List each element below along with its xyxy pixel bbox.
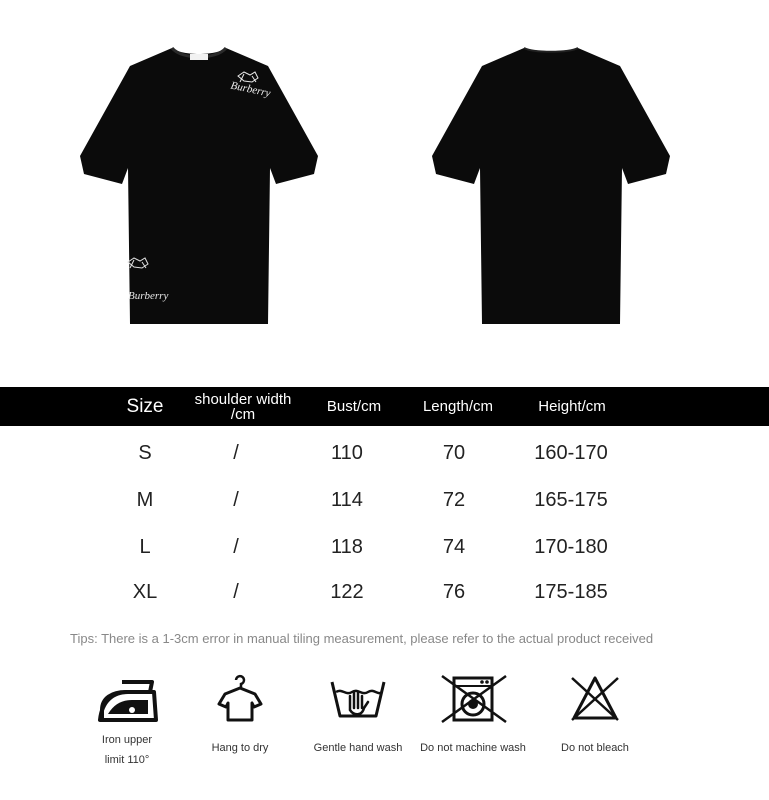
table-row xyxy=(0,532,769,562)
care-item-no-machine-wash xyxy=(412,672,534,758)
cell-size: XL xyxy=(132,580,158,603)
measurement-tips: Tips: There is a 1-3cm error in manual tiling measurement, please refer to the actual product received xyxy=(70,631,654,646)
header-height: Height/cm xyxy=(538,398,606,415)
care-item-hand-wash xyxy=(306,672,410,758)
care-label: Hang to dry xyxy=(211,742,269,754)
cell-height: 160-170 xyxy=(534,441,608,464)
brand-print-shoulder: Burberry xyxy=(229,79,272,100)
size-chart-table xyxy=(0,387,769,603)
cell-size: L xyxy=(139,535,151,558)
header-bust: Bust/cm xyxy=(326,398,382,415)
brand-print-hem: Burberry xyxy=(128,290,169,302)
tshirt-back-image xyxy=(430,44,672,329)
cell-shoulder: / xyxy=(233,441,239,464)
care-item-hang-dry xyxy=(205,672,275,758)
table-row xyxy=(0,485,769,515)
table-row xyxy=(0,438,769,468)
cell-bust: 122 xyxy=(330,580,364,603)
cell-length: 70 xyxy=(442,441,466,464)
cell-bust: 114 xyxy=(331,488,363,511)
cell-shoulder: / xyxy=(233,488,239,511)
cell-shoulder: / xyxy=(233,535,239,558)
tshirt-front-image xyxy=(78,44,320,329)
no-bleach-icon xyxy=(546,672,644,724)
hang-dry-icon xyxy=(205,672,275,724)
cell-bust: 118 xyxy=(331,535,363,558)
hand-wash-icon xyxy=(306,672,410,724)
header-shoulder-line2: /cm xyxy=(230,405,256,423)
care-item-no-bleach xyxy=(546,672,644,758)
cell-size: M xyxy=(136,488,154,511)
no-machine-wash-icon xyxy=(412,672,534,724)
header-shoulder-line1: shoulder width xyxy=(194,390,292,408)
header-length: Length/cm xyxy=(422,398,494,415)
header-shoulder xyxy=(183,387,303,426)
iron-icon xyxy=(92,672,162,724)
table-row xyxy=(0,577,769,607)
care-label: Iron upper xyxy=(101,734,153,746)
cell-length: 76 xyxy=(442,580,466,603)
cell-height: 175-185 xyxy=(534,580,608,603)
cell-length: 74 xyxy=(442,535,466,558)
care-label: Gentle hand wash xyxy=(313,742,403,754)
size-chart-header xyxy=(0,387,769,426)
cell-height: 170-180 xyxy=(534,535,608,558)
care-label: Do not bleach xyxy=(561,742,629,754)
care-label: Do not machine wash xyxy=(420,742,526,754)
cell-shoulder: / xyxy=(233,580,239,603)
care-item-iron xyxy=(92,672,162,770)
care-label: limit 110° xyxy=(104,754,150,766)
cell-length: 72 xyxy=(442,488,466,511)
header-size: Size xyxy=(126,395,164,417)
cell-bust: 110 xyxy=(331,441,363,464)
cell-size: S xyxy=(138,441,152,464)
cell-height: 165-175 xyxy=(534,488,608,511)
